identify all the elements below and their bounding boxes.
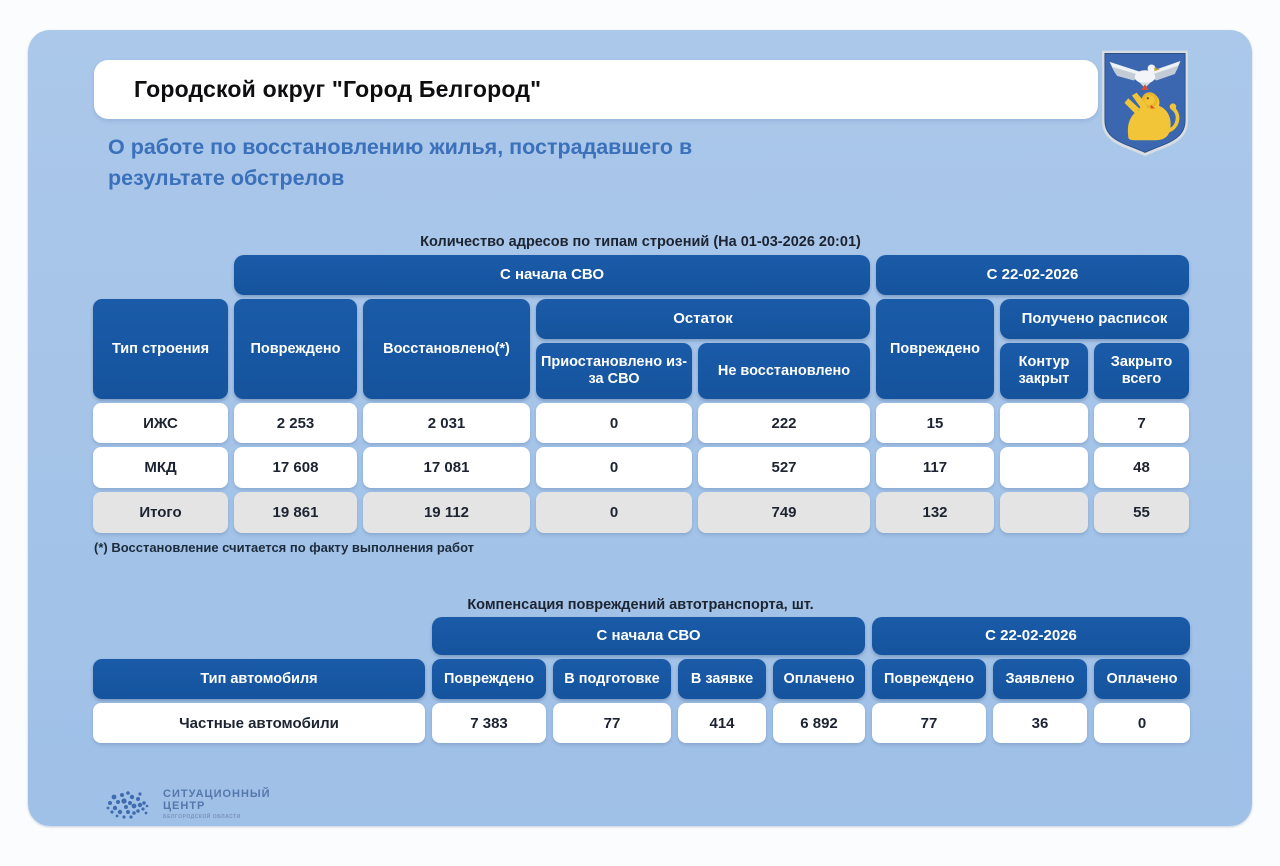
- addresses-table-title: Количество адресов по типам строений (На 01-03-2026 20:01): [420, 234, 861, 250]
- band2-since-date: С 22-02-2026: [872, 617, 1190, 655]
- col-header-v-paid-2: Оплачено: [1094, 659, 1190, 699]
- vehicles-table-title: Компенсация повреждений автотранспорта, шт.: [467, 597, 814, 613]
- addresses-table: [93, 255, 1189, 533]
- cell-total-not-restored: 749: [698, 492, 870, 533]
- band2-since-svo: С начала СВО: [432, 617, 865, 655]
- row-izhs-label: ИЖС: [93, 403, 228, 443]
- cell-izhs-not-restored: 222: [698, 403, 870, 443]
- belgorod-coat-of-arms-icon: [1098, 47, 1192, 157]
- cell-mkd-damaged: 17 608: [234, 447, 357, 488]
- col-header-v-damaged: Повреждено: [432, 659, 546, 699]
- title-bar: [94, 60, 1098, 119]
- col-header-suspended: Приостановлено из-за СВО: [536, 343, 692, 399]
- region-map-dots-icon: [103, 785, 153, 823]
- vehicles-table: [93, 617, 1190, 743]
- col-header-v-damaged-2: Повреждено: [872, 659, 986, 699]
- col-header-receipts: Получено расписок: [1000, 299, 1189, 339]
- col-header-v-paid: Оплачено: [773, 659, 865, 699]
- band-since-date: С 22-02-2026: [876, 255, 1189, 295]
- restoration-footnote: (*) Восстановление считается по факту выполнения работ: [94, 540, 475, 555]
- row-total-label: Итого: [93, 492, 228, 533]
- slide-card: [28, 30, 1252, 826]
- row-private-cars-label: Частные автомобили: [93, 703, 425, 743]
- col-header-closed-total: Закрыто всего: [1094, 343, 1189, 399]
- cell-cars-damaged: 7 383: [432, 703, 546, 743]
- cell-mkd-not-restored: 527: [698, 447, 870, 488]
- col-header-restored: Восстановлено(*): [363, 299, 530, 399]
- cell-izhs-contour-closed: [1000, 403, 1088, 443]
- cell-cars-in-request: 414: [678, 703, 766, 743]
- situation-center-line2: ЦЕНТР: [163, 800, 206, 812]
- cell-cars-paid-2: 0: [1094, 703, 1190, 743]
- page-title: Городской округ "Город Белгород": [134, 76, 542, 102]
- cell-izhs-damaged: 2 253: [234, 403, 357, 443]
- cell-mkd-closed-total: 48: [1094, 447, 1189, 488]
- situation-center-text: [163, 788, 271, 820]
- col-header-damaged: Повреждено: [234, 299, 357, 399]
- situation-center-line1: СИТУАЦИОННЫЙ: [163, 788, 271, 800]
- cell-total-suspended: 0: [536, 492, 692, 533]
- page-subtitle: О работе по восстановлению жилья, пострадавшего в результате обстрелов: [108, 135, 693, 190]
- band-since-svo: С начала СВО: [234, 255, 870, 295]
- cell-mkd-suspended: 0: [536, 447, 692, 488]
- cell-mkd-restored: 17 081: [363, 447, 530, 488]
- cell-total-closed-total: 55: [1094, 492, 1189, 533]
- cell-cars-declared: 36: [993, 703, 1087, 743]
- cell-cars-damaged-2: 77: [872, 703, 986, 743]
- col-header-damaged-2: Повреждено: [876, 299, 994, 399]
- cell-mkd-contour-closed: [1000, 447, 1088, 488]
- cell-izhs-suspended: 0: [536, 403, 692, 443]
- col-header-v-declared: Заявлено: [993, 659, 1087, 699]
- col-header-remainder: Остаток: [536, 299, 870, 339]
- cell-izhs-restored: 2 031: [363, 403, 530, 443]
- cell-total-restored: 19 112: [363, 492, 530, 533]
- cell-total-damaged-2: 132: [876, 492, 994, 533]
- col-header-v-in-request: В заявке: [678, 659, 766, 699]
- cell-izhs-damaged-2: 15: [876, 403, 994, 443]
- situation-center-logo: [103, 785, 271, 823]
- col-header-contour-closed: Контур закрыт: [1000, 343, 1088, 399]
- cell-cars-paid: 6 892: [773, 703, 865, 743]
- cell-total-contour-closed: [1000, 492, 1088, 533]
- cell-cars-in-preparation: 77: [553, 703, 671, 743]
- col-header-not-restored: Не восстановлено: [698, 343, 870, 399]
- col-header-building-type: Тип строения: [93, 299, 228, 399]
- row-mkd-label: МКД: [93, 447, 228, 488]
- cell-total-damaged: 19 861: [234, 492, 357, 533]
- cell-izhs-closed-total: 7: [1094, 403, 1189, 443]
- col-header-v-in-preparation: В подготовке: [553, 659, 671, 699]
- cell-mkd-damaged-2: 117: [876, 447, 994, 488]
- col-header-vehicle-type: Тип автомобиля: [93, 659, 425, 699]
- situation-center-line3: БЕЛГОРОДСКОЙ ОБЛАСТИ: [163, 814, 241, 820]
